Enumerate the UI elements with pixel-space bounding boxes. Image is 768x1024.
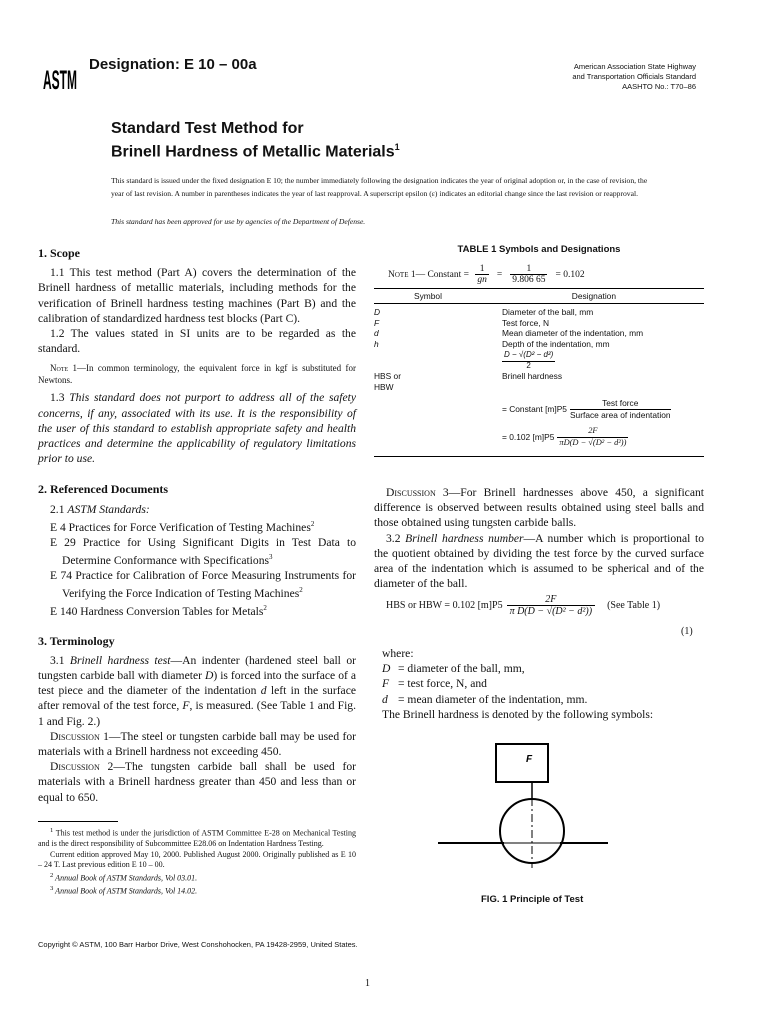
footnote-text: This test method is under the jurisdiction of ASTM Committee E-28 on Mechanical Testing and is the direct responsibility of Subcommittee E28.06 on Indentation Hardness Testing. [38, 828, 356, 849]
def-symbol: F [382, 677, 390, 691]
scope-p3 [38, 390, 356, 466]
table-title: TABLE 1 Symbols and Designations [457, 244, 621, 255]
discussion-3 [374, 485, 704, 531]
term-p1-num: 3.1 [50, 653, 70, 667]
depth-formula-row [374, 349, 704, 371]
title-line2: Brinell Hardness of Metallic Materials [111, 143, 395, 161]
term-p1-a: —An indenter (hardened steel ball or tungsten carbide ball with diameter [38, 653, 356, 682]
fraction-1 [475, 264, 489, 285]
table-body [374, 307, 704, 448]
frac1-num: 1 [479, 264, 485, 274]
def-row [382, 692, 712, 707]
footnote [38, 850, 356, 871]
footnote [38, 826, 356, 850]
table-row [374, 318, 704, 329]
row-symbol: d [374, 328, 379, 338]
footnote-sup: 3 [50, 884, 54, 892]
table-row [374, 339, 704, 350]
figure-1-caption: FIG. 1 Principle of Test [481, 894, 584, 905]
denoted-text: The Brinell hardness is denoted by the following symbols: [382, 707, 654, 721]
ref-item-sup: 2 [263, 604, 267, 613]
astm-logo [40, 52, 80, 106]
ref-item-sup: 2 [310, 519, 315, 528]
designation: Designation: E 10 – 00a [89, 56, 257, 73]
hbs-symbol: HBS or [374, 371, 401, 381]
defense-notice: This standard has been approved for use by agencies of the Department of Defense. [111, 217, 366, 226]
where-label: where: [382, 647, 414, 660]
terminology-heading: 3. Terminology [38, 633, 115, 648]
ref-item [38, 568, 356, 601]
scope-p3-text: This standard does not purport to address all of the safety concerns, if any, associated with its use. It is the responsibility of the user of this standard to establish appropriate safety and health practices and determine the applicability of regulatory limitations prior to use. [38, 391, 356, 466]
refs-heading: 2. Referenced Documents [38, 482, 169, 497]
equation-1 [386, 594, 706, 617]
def-row [382, 661, 712, 676]
frac1-den: gn [477, 275, 487, 285]
footnote-sup: 1 [50, 827, 54, 834]
ref-item-text: E 29 Practice for Using Significant Digits in Test Data to Determine Conformance with Specifications [50, 535, 356, 567]
p32-num: 3.2 [386, 531, 406, 545]
scope-p3-num: 1.3 [50, 391, 70, 405]
figure-1-diagram [432, 740, 612, 875]
def-text: = diameter of the ball, mm, [398, 662, 525, 676]
def-text: = test force, N, and [398, 677, 487, 691]
aashto-block [572, 62, 696, 92]
force-box [496, 744, 548, 782]
row-designation: Diameter of the ball, mm [502, 307, 594, 317]
ref-item-sup: 3 [269, 553, 273, 562]
eq-den: π D(D − √(D² − d²)) [507, 605, 595, 617]
table-1 [374, 244, 704, 457]
section-3-2 [374, 531, 704, 592]
ref-item [38, 517, 356, 535]
fraction-2 [510, 264, 547, 285]
def-symbol: D [382, 662, 391, 676]
term-p1-b: ) is forced into the surface of a test piece and the diameter of the indentation [38, 668, 356, 698]
eq1-fraction [570, 398, 671, 420]
copyright: Copyright © ASTM, 100 Barr Harbor Drive, West Conshohocken, PA 19428-2959, United States. [38, 940, 358, 949]
scope-p2: 1.2 The values stated in SI units are to be regarded as the standard. [38, 327, 356, 356]
row-designation: Depth of the indentation, mm [502, 338, 610, 349]
ref-item-sup: 2 [299, 586, 303, 595]
document-title [111, 119, 400, 161]
logo-text: ASTM [43, 63, 77, 95]
footnote-text: Annual Book of ASTM Standards, Vol 03.01. [53, 873, 198, 883]
brinell-hardness-label: Brinell hardness [502, 371, 563, 381]
term-p1-e: , is measured. (See Table 1 and Fig. 1 and Fig. 2.) [38, 699, 356, 728]
disc-label: Discussion [50, 760, 100, 774]
aashto-line3: AASHTO No.: T70–86 [622, 82, 696, 91]
ref-item-text: E 74 Practice for Calibration of Force Measuring Instruments for Verifying the Force Indication of Testing Machines [50, 569, 356, 601]
left-column [38, 246, 356, 805]
table-note-text: 1— Constant = [408, 269, 472, 280]
table-bottom-rule [374, 456, 704, 457]
depth-formula-den: 2 [526, 360, 531, 370]
term-p1-d: d [260, 684, 267, 698]
def-symbol: d [382, 692, 388, 706]
refs-sub-label: ASTM Standards: [67, 502, 150, 516]
disc2-text: 2—The tungsten carbide ball shall be used for materials with a Brinell hardness greater than 450 and less than or equal to 650. [38, 760, 356, 804]
eq1-den: Surface area of indentation [569, 409, 671, 420]
p32-term: Brinell hardness number [405, 531, 524, 545]
table-row [374, 328, 704, 339]
footnotes [38, 826, 356, 897]
scope-heading: 1. Scope [38, 246, 80, 260]
ref-item [38, 535, 356, 568]
table-note-result: = 0.102 [555, 269, 585, 280]
footnote-rule [38, 821, 118, 822]
table-row-hbw [374, 382, 704, 393]
ref-item-text: E 4 Practices for Force Verification of Testing Machines [50, 520, 311, 534]
scope-note [38, 362, 356, 386]
eq1-row [374, 398, 704, 420]
refs-sub-num: 2.1 [50, 502, 68, 516]
footnote [38, 884, 356, 897]
term-p1-D: D [204, 668, 214, 682]
page-number: 1 [365, 978, 370, 989]
depth-formula [502, 349, 704, 371]
row-symbol: h [374, 338, 379, 349]
frac2-num: 1 [526, 264, 532, 274]
disc3-label: Discussion [386, 486, 436, 499]
table-note: Note 1— Constant = $\frac{1}{gn}$ = $\frac{1}{9.806 65}$ = 0.102 [388, 264, 585, 285]
disc3-text: 3—For Brinell hardnesses above 450, a significant difference is observed between results obtained using steel balls and those obtained using tungsten carbide balls. [374, 486, 704, 530]
ref-item [38, 601, 356, 619]
row-symbol: D [374, 307, 381, 317]
eq2-row [374, 426, 704, 448]
term-p1-c: left in the surface after removal of the test force, [38, 684, 356, 713]
eq2-den: πD(D − √(D² − d²)) [559, 437, 627, 447]
where-block [382, 646, 712, 722]
scope-p1: 1.1 This test method (Part A) covers the determination of the Brinell hardness of metallic materials, including methods for the verification of Brinell hardness testing machines (Part B) and the calibration of standardized hardness test blocks (Part C). [38, 266, 356, 325]
eq-num: 2F [545, 594, 557, 605]
aashto-line1: American Association State Highway [573, 62, 696, 71]
eq1-prefix: = Constant [m]P5 [502, 403, 567, 414]
force-label: F [525, 754, 533, 765]
row-symbol: F [374, 317, 380, 328]
aashto-line2: and Transportation Officials Standard [572, 72, 696, 81]
eq2-fraction [557, 426, 628, 448]
table-note-label: Note [388, 269, 409, 280]
row-designation: Mean diameter of the indentation, mm [502, 328, 644, 338]
term-p1-term: Brinell hardness test [69, 653, 171, 667]
footnote [38, 871, 356, 884]
disc1-text: 1—The steel or tungsten carbide ball may be used for materials with a Brinell hardness not exceeding 450. [38, 729, 356, 758]
ref-item-text: E 140 Hardness Conversion Tables for Metals [50, 605, 264, 619]
eq-ref: (See Table 1) [607, 600, 661, 611]
term-p1-F: F [182, 699, 190, 713]
def-text: = mean diameter of the indentation, mm. [398, 692, 588, 706]
footnote-text: Annual Book of ASTM Standards, Vol 14.02. [53, 886, 198, 896]
table-row [374, 307, 704, 318]
row-designation: Test force, N [502, 317, 550, 328]
note-text: 1—In common terminology, the equivalent force in kgf is substituted for Newtons. [38, 363, 356, 386]
term-p1 [38, 653, 356, 729]
title-footnote-ref: 1 [394, 142, 400, 152]
col-designation: Designation [571, 291, 616, 301]
eq-fraction [507, 594, 595, 617]
title-line1: Standard Test Method for [111, 120, 304, 137]
frac2-den: 9.806 65 [512, 275, 546, 285]
col-symbol: Symbol [414, 291, 442, 301]
footnote-text: Current edition approved May 10, 2000. Published August 2000. Originally published as E 10 – 24 T. Last previous edition E 10 – 00. [38, 849, 356, 870]
discussion-1 [38, 729, 356, 759]
right-column [374, 485, 704, 591]
discussion-2 [38, 759, 356, 805]
equation-number: (1) [681, 626, 693, 637]
depth-formula-num: D − √(D² − d²) [502, 350, 555, 362]
refs-sub [38, 502, 356, 517]
standard-notice: This standard is issued under the fixed designation E 10; the number immediately following the designation indicates the year of original adoption or, in the case of revision, the year of last revision. A number in parentheses indicates the year of last reapproval. A superscript epsilon (ε) indicates an editorial change since the last revision or reapproval. [111, 176, 648, 198]
eq-left: HBS or HBW = 0.102 [m]P5 [386, 600, 503, 611]
eq2-num: 2F [588, 426, 598, 435]
footnote-sup: 2 [50, 871, 54, 879]
disc-label: Discussion [50, 729, 100, 743]
def-row [382, 676, 712, 691]
table-row-hbs [374, 371, 704, 382]
eq2-prefix: = 0.102 [m]P5 [502, 431, 555, 442]
p32-text: —A number which is proportional to the quotient obtained by dividing the test force by the curved surface area of the indentation which is assumed to be spherical and of the diameter of the ball. [374, 531, 704, 591]
table-header [374, 288, 704, 304]
hbw-symbol: HBW [374, 381, 394, 392]
note-label: Note [50, 363, 69, 374]
eq1-num: Test force [602, 398, 639, 408]
